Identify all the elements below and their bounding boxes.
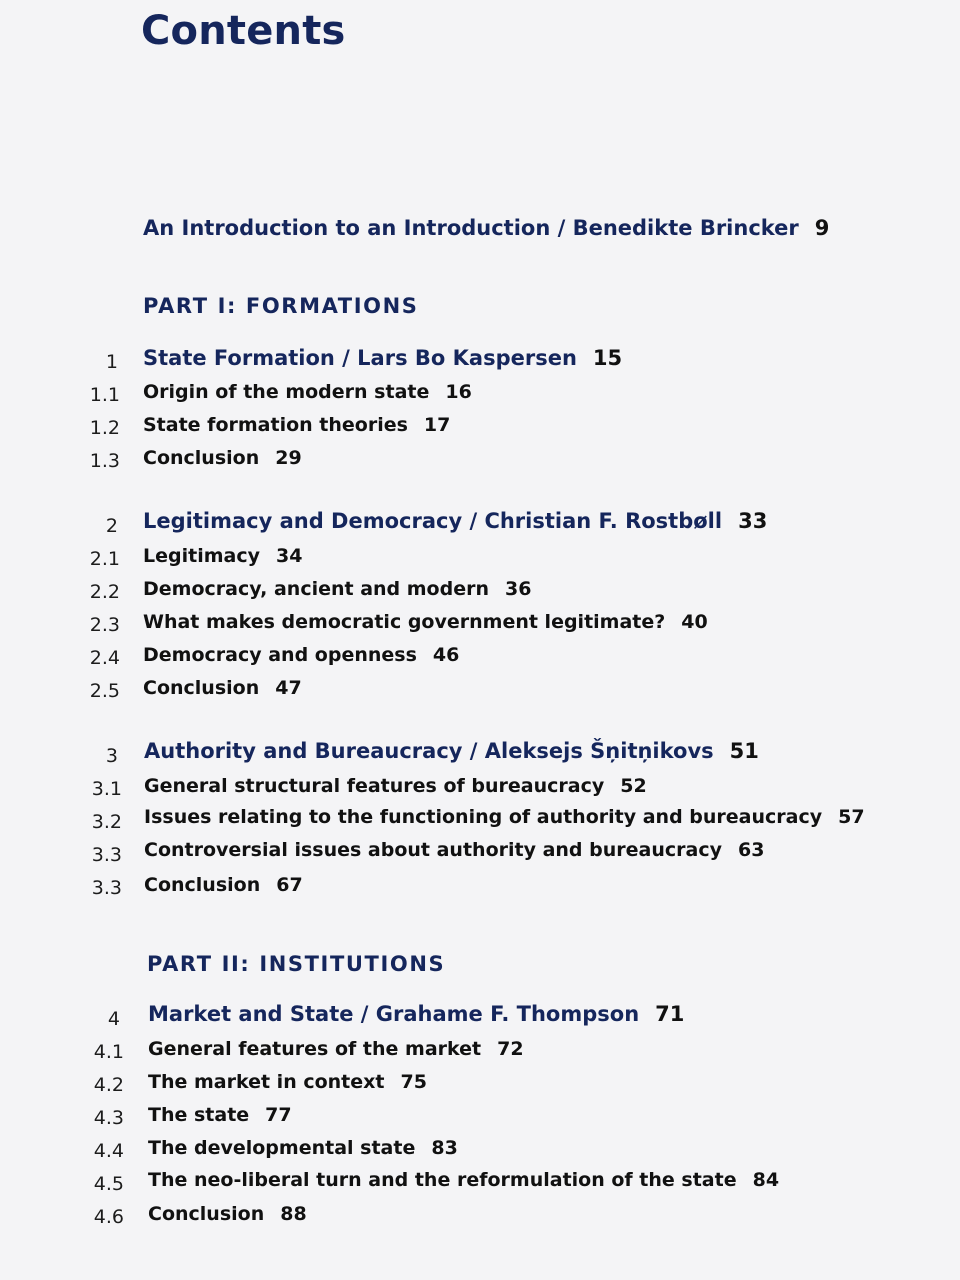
chapter-page: 15 [592, 346, 623, 370]
section-entry [143, 644, 459, 666]
section-entry [143, 414, 450, 436]
section-number: 4.6 [93, 1206, 124, 1228]
section-entry [144, 874, 303, 896]
chapter-number: 3 [105, 745, 118, 767]
section-title: Conclusion [143, 677, 260, 699]
intro-page: 9 [814, 216, 830, 240]
section-entry [143, 611, 708, 633]
section-title: Origin of the modern state [143, 381, 430, 403]
chapter-number: 4 [107, 1008, 120, 1030]
section-entry [143, 545, 302, 567]
intro-title: An Introduction to an Introduction / Benedikte Brincker [143, 216, 799, 240]
section-title: The developmental state [148, 1137, 416, 1159]
chapter-page: 51 [729, 739, 759, 763]
section-entry [143, 447, 302, 469]
chapter-page: 33 [738, 509, 768, 533]
chapter-title: State Formation / Lars Bo Kaspersen [143, 346, 577, 370]
section-page: 29 [275, 447, 302, 469]
section-page: 77 [265, 1104, 292, 1126]
section-entry [148, 1038, 524, 1060]
section-number: 2.5 [89, 680, 120, 702]
section-number: 4.5 [93, 1173, 124, 1195]
chapter-number: 2 [105, 515, 118, 537]
section-page: 40 [681, 611, 708, 633]
section-entry [148, 1169, 779, 1191]
section-page: 52 [620, 775, 647, 797]
section-entry [144, 775, 647, 797]
section-title: Conclusion [144, 874, 261, 896]
section-number: 4.1 [93, 1041, 124, 1063]
section-page: 57 [838, 806, 865, 828]
part-heading: PART II: INSTITUTIONS [147, 952, 446, 976]
section-page: 83 [431, 1137, 458, 1159]
section-entry [144, 839, 764, 861]
section-title: State formation theories [143, 414, 408, 436]
section-number: 4.2 [93, 1074, 124, 1096]
section-page: 67 [276, 874, 303, 896]
section-page: 88 [280, 1203, 307, 1225]
section-title: The state [148, 1104, 250, 1126]
section-title: General features of the market [148, 1038, 482, 1060]
section-entry [148, 1137, 458, 1159]
section-entry [143, 677, 302, 699]
section-title: What makes democratic government legitimate? [143, 611, 666, 633]
section-entry [143, 578, 531, 600]
section-title: Democracy and openness [143, 644, 417, 666]
section-page: 36 [505, 578, 532, 600]
section-number: 4.3 [93, 1107, 124, 1129]
section-number: 2.2 [89, 581, 120, 603]
section-title: Democracy, ancient and modern [143, 578, 489, 600]
section-title: Conclusion [143, 447, 260, 469]
section-page: 47 [275, 677, 302, 699]
chapter-entry [148, 1002, 684, 1026]
section-title: Conclusion [148, 1203, 265, 1225]
section-title: Legitimacy [143, 545, 260, 567]
part-heading: PART I: FORMATIONS [143, 294, 419, 318]
section-number: 2.3 [89, 614, 120, 636]
section-page: 34 [275, 545, 303, 567]
section-page: 63 [737, 839, 765, 861]
chapter-title: Market and State / Grahame F. Thompson [148, 1002, 640, 1026]
section-entry [148, 1071, 427, 1093]
section-page: 72 [497, 1038, 524, 1060]
section-number: 3.1 [91, 778, 122, 800]
section-entry [143, 381, 472, 403]
chapter-entry [144, 739, 759, 763]
section-title: Issues relating to the functioning of authority and bureaucracy [144, 806, 823, 828]
section-page: 16 [445, 381, 472, 403]
chapter-page: 71 [655, 1002, 685, 1026]
section-page: 84 [752, 1169, 780, 1191]
section-number: 3.3 [91, 844, 122, 866]
chapter-entry [143, 509, 767, 533]
section-page: 46 [432, 644, 460, 666]
section-number: 3.2 [91, 811, 122, 833]
section-number: 2.4 [89, 647, 120, 669]
intro-entry [143, 216, 829, 240]
section-entry [148, 1104, 292, 1126]
chapter-entry [143, 346, 622, 370]
section-entry [148, 1203, 307, 1225]
chapter-title: Authority and Bureaucracy / Aleksejs Šņitņikovs [144, 739, 714, 763]
section-number: 1.1 [89, 384, 120, 406]
section-page: 75 [400, 1071, 427, 1093]
section-page: 17 [423, 414, 451, 436]
section-title: General structural features of bureaucracy [144, 775, 605, 797]
section-number: 1.3 [89, 450, 120, 472]
section-title: Controversial issues about authority and bureaucracy [144, 839, 722, 861]
section-title: The market in context [148, 1071, 385, 1093]
section-number: 2.1 [89, 548, 120, 570]
section-number: 4.4 [93, 1140, 124, 1162]
section-entry [144, 806, 865, 828]
section-number: 3.3 [91, 877, 122, 899]
chapter-title: Legitimacy and Democracy / Christian F. Rostbøll [143, 509, 723, 533]
page-title: Contents [141, 8, 346, 54]
section-title: The neo-liberal turn and the reformulation of the state [148, 1169, 737, 1191]
chapter-number: 1 [105, 351, 118, 373]
section-number: 1.2 [89, 417, 120, 439]
